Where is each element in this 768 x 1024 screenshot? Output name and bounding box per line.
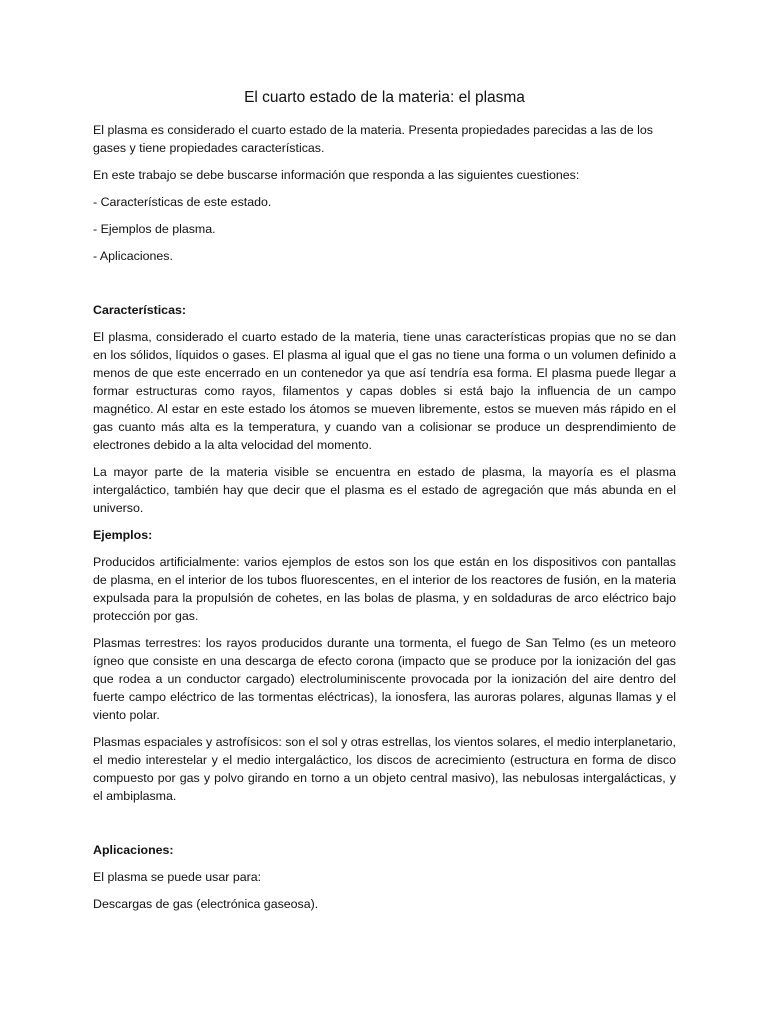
section-heading-aplicaciones: Aplicaciones: [93,843,174,857]
section-gap [93,274,676,301]
intro-list-item: - Aplicaciones. [93,249,173,263]
body-paragraph: Producidos artificialmente: varios ejemplos de estos son los que están en los dispositivos con pantallas de plasma, en el interior de los tubos fluorescentes, en el interior de los reactores de fusión, en la materia expulsada para la propulsión de cohetes, en las bolas de plasma, y en soldaduras de arco eléctrico bajo protección por gas. [93,555,676,623]
body-paragraph: El plasma se puede usar para: [93,870,262,884]
body-paragraph: Plasmas terrestres: los rayos producidos durante una tormenta, el fuego de San Telmo (es un meteoro ígneo que consiste en una descarga de efecto corona (impacto que se produce por la ionización del gas que rodea a un conductor cargado) electroluminiscente provocada por la ionización del aire dentro del fuerte campo eléctrico de las tormentas eléctricas), la ionosfera, las auroras polares, algunas llamas y el viento polar. [93,636,676,722]
intro-paragraph: El plasma es considerado el cuarto estado de la materia. Presenta propiedades parecidas a las de los gases y tiene propiedades características. [93,123,653,155]
body-paragraph: Descargas de gas (electrónica gaseosa). [93,897,319,911]
section-heading-caracteristicas: Características: [93,303,186,317]
section-heading-ejemplos: Ejemplos: [93,528,153,542]
section-gap [93,814,676,841]
body-paragraph: La mayor parte de la materia visible se encuentra en estado de plasma, la mayoría es el plasma intergaláctico, también hay que decir que el plasma es el estado de agregación que más abunda en el universo. [93,465,676,515]
document-page [93,88,676,922]
intro-list-item: - Características de este estado. [93,195,272,209]
intro-list-item: - Ejemplos de plasma. [93,222,216,236]
body-paragraph: El plasma, considerado el cuarto estado de la materia, tiene unas características propias que no se dan en los sólidos, líquidos o gases. El plasma al igual que el gas no tiene una forma o un volumen definido a menos de que este encerrado en un contenedor ya que así tendría esa forma. El plasma puede llegar a formar estructuras como rayos, filamentos y capas dobles si está bajo la influencia de un campo magnético. Al estar en este estado los átomos se mueven libremente, estos se mueven más rápido en el gas cuanto más alta es la temperatura, y cuando van a colisionar se produce un desprendimiento de electrones debido a la alta velocidad del momento. [93,330,676,452]
body-paragraph: Plasmas espaciales y astrofísicos: son el sol y otras estrellas, los vientos solares, el medio interplanetario, el medio interestelar y el medio intergaláctico, los discos de acrecimiento (estructura en forma de disco compuesto por gas y polvo girando en torno a un objeto central masivo), las nebulosas intergalácticas, y el ambiplasma. [93,735,676,803]
intro-paragraph: En este trabajo se debe buscarse información que responda a las siguientes cuestiones: [93,168,580,182]
document-title: El cuarto estado de la materia: el plasma [244,89,525,106]
